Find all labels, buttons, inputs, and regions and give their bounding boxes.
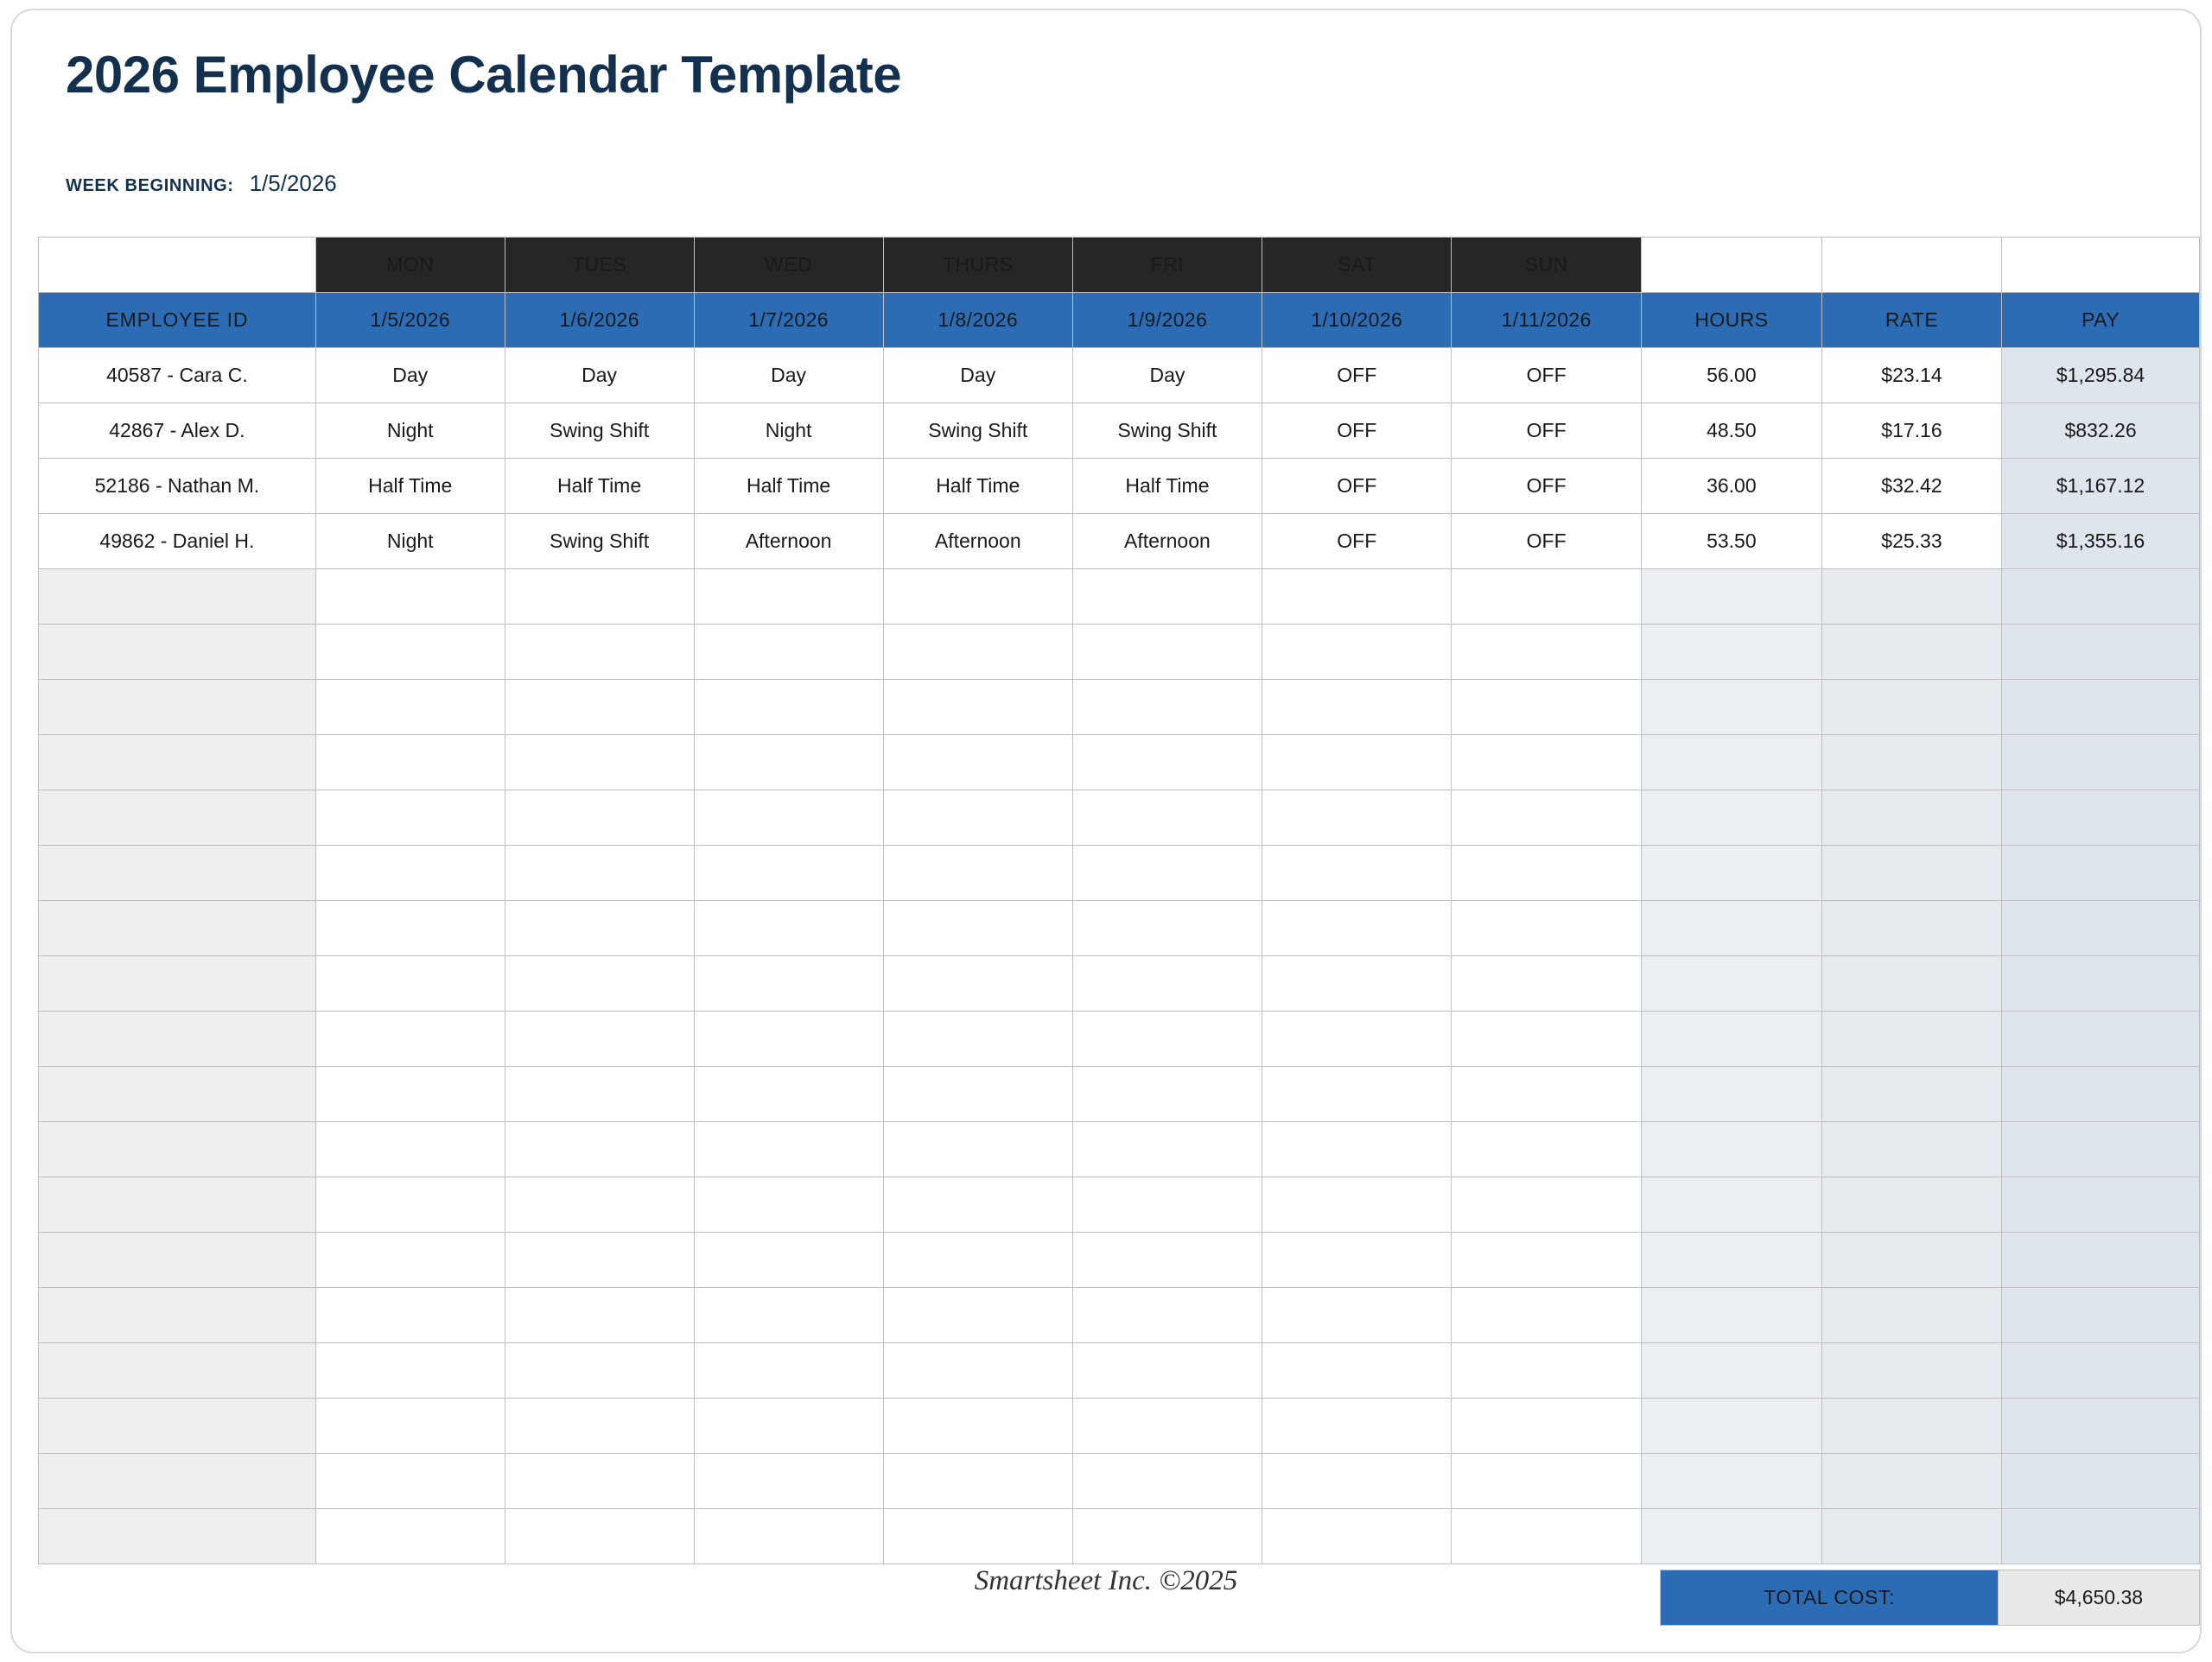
cell-shift-empty[interactable] [1262,790,1452,846]
cell-hours[interactable]: 53.50 [1641,514,1821,569]
cell-shift-empty[interactable] [1072,1122,1262,1177]
cell-shift-empty[interactable] [694,1122,883,1177]
cell-shift-empty[interactable] [315,1399,505,1454]
cell-pay: $1,295.84 [2002,348,2200,403]
cell-hours-empty[interactable] [1641,735,1821,790]
cell-shift-empty[interactable] [1072,901,1262,956]
cell-rate-empty[interactable] [1821,1509,2001,1564]
header-date-sun: 1/11/2026 [1452,293,1641,348]
header-date-tues: 1/6/2026 [505,293,694,348]
cell-hours-empty[interactable] [1641,846,1821,901]
cell-pay: $832.26 [2002,403,2200,459]
dow-spacer-rate [1821,238,2001,293]
cell-shift-empty[interactable] [505,1399,694,1454]
table-row-empty [39,1399,2200,1454]
dow-sat: SAT [1262,238,1452,293]
cell-employee-id-empty[interactable] [39,569,316,625]
cell-shift-empty[interactable] [1452,1233,1641,1288]
dow-spacer-hours [1641,238,1821,293]
cell-rate-empty[interactable] [1821,790,2001,846]
cell-employee-id-empty[interactable] [39,901,316,956]
cell-pay-empty [2002,625,2200,680]
cell-shift-empty[interactable] [883,956,1072,1012]
cell-shift-empty[interactable] [505,1343,694,1399]
cell-shift[interactable]: Night [315,514,505,569]
cell-shift-empty[interactable] [315,901,505,956]
cell-shift-empty[interactable] [694,1288,883,1343]
cell-shift-empty[interactable] [694,846,883,901]
cell-pay: $1,355.16 [2002,514,2200,569]
cell-shift-empty[interactable] [1262,1399,1452,1454]
cell-shift-empty[interactable] [694,901,883,956]
dow-thurs: THURS [883,238,1072,293]
cell-shift-empty[interactable] [883,735,1072,790]
cell-rate-empty[interactable] [1821,1067,2001,1122]
cell-shift-empty[interactable] [1072,790,1262,846]
cell-shift-empty[interactable] [694,1233,883,1288]
cell-employee-id[interactable]: 40587 - Cara C. [39,348,316,403]
cell-employee-id[interactable]: 52186 - Nathan M. [39,459,316,514]
table-row [39,459,2200,514]
cell-shift-empty[interactable] [883,680,1072,735]
cell-hours-empty[interactable] [1641,1454,1821,1509]
cell-shift[interactable]: Half Time [883,459,1072,514]
cell-employee-id-empty[interactable] [39,956,316,1012]
schedule-table [38,237,2200,1564]
cell-shift-empty[interactable] [1072,680,1262,735]
cell-shift-empty[interactable] [883,1122,1072,1177]
day-of-week-header-row [39,238,2200,293]
cell-shift[interactable]: Swing Shift [1072,403,1262,459]
cell-shift-empty[interactable] [1452,569,1641,625]
cell-employee-id-empty[interactable] [39,1122,316,1177]
cell-pay: $1,167.12 [2002,459,2200,514]
cell-pay-empty [2002,956,2200,1012]
cell-shift-empty[interactable] [694,1399,883,1454]
cell-hours-empty[interactable] [1641,1067,1821,1122]
cell-shift-empty[interactable] [1262,625,1452,680]
cell-shift-empty[interactable] [694,569,883,625]
cell-shift-empty[interactable] [694,1454,883,1509]
cell-shift-empty[interactable] [505,1067,694,1122]
cell-hours-empty[interactable] [1641,956,1821,1012]
cell-rate-empty[interactable] [1821,1012,2001,1067]
document-sheet [10,9,2202,1653]
cell-shift-empty[interactable] [505,956,694,1012]
cell-shift-empty[interactable] [1262,735,1452,790]
header-date-fri: 1/9/2026 [1072,293,1262,348]
cell-shift-empty[interactable] [883,1399,1072,1454]
cell-shift-empty[interactable] [694,790,883,846]
cell-shift-empty[interactable] [1452,1399,1641,1454]
cell-rate-empty[interactable] [1821,1233,2001,1288]
header-date-mon: 1/5/2026 [315,293,505,348]
cell-shift-empty[interactable] [1452,680,1641,735]
cell-pay-empty [2002,1177,2200,1233]
table-row-empty [39,625,2200,680]
cell-pay-empty [2002,901,2200,956]
cell-shift[interactable]: Afternoon [1072,514,1262,569]
cell-employee-id-empty[interactable] [39,1233,316,1288]
total-cost-label: TOTAL COST: [1661,1570,1998,1626]
cell-rate-empty[interactable] [1821,901,2001,956]
cell-employee-id-empty[interactable] [39,846,316,901]
cell-employee-id-empty[interactable] [39,680,316,735]
cell-shift-empty[interactable] [1452,625,1641,680]
cell-rate-empty[interactable] [1821,1288,2001,1343]
cell-shift-empty[interactable] [883,625,1072,680]
cell-pay-empty [2002,846,2200,901]
cell-hours-empty[interactable] [1641,790,1821,846]
header-employee-id: EMPLOYEE ID [39,293,316,348]
cell-hours-empty[interactable] [1641,680,1821,735]
cell-rate-empty[interactable] [1821,735,2001,790]
cell-rate-empty[interactable] [1821,569,2001,625]
cell-rate[interactable]: $32.42 [1821,459,2001,514]
column-header-row [39,293,2200,348]
cell-shift[interactable]: Half Time [315,459,505,514]
cell-pay-empty [2002,1012,2200,1067]
cell-rate-empty[interactable] [1821,625,2001,680]
cell-shift-empty[interactable] [1262,1067,1452,1122]
cell-employee-id-empty[interactable] [39,1067,316,1122]
footer-credit: Smartsheet Inc. ©2025 [974,1565,1238,1596]
cell-shift-empty[interactable] [1072,625,1262,680]
cell-pay-empty [2002,1122,2200,1177]
cell-shift-empty[interactable] [1452,1067,1641,1122]
cell-pay-empty [2002,790,2200,846]
table-row-empty [39,735,2200,790]
table-row-empty [39,1177,2200,1233]
cell-shift-empty[interactable] [1072,735,1262,790]
cell-hours[interactable]: 36.00 [1641,459,1821,514]
cell-employee-id[interactable]: 42867 - Alex D. [39,403,316,459]
cell-shift-empty[interactable] [883,1067,1072,1122]
week-beginning-value[interactable]: 1/5/2026 [249,170,337,196]
cell-rate-empty[interactable] [1821,1177,2001,1233]
week-beginning-row [66,170,337,197]
cell-pay-empty [2002,1233,2200,1288]
cell-shift-empty[interactable] [694,1177,883,1233]
table-row-empty [39,790,2200,846]
cell-shift-empty[interactable] [883,790,1072,846]
cell-pay-empty [2002,1067,2200,1122]
cell-rate-empty[interactable] [1821,1122,2001,1177]
cell-rate[interactable]: $23.14 [1821,348,2001,403]
cell-shift[interactable]: Night [694,403,883,459]
table-row-empty [39,1343,2200,1399]
cell-shift[interactable]: OFF [1262,403,1452,459]
cell-shift-empty[interactable] [315,790,505,846]
cell-shift-empty[interactable] [1262,846,1452,901]
cell-shift-empty[interactable] [505,569,694,625]
cell-employee-id-empty[interactable] [39,1288,316,1343]
cell-rate[interactable]: $25.33 [1821,514,2001,569]
header-date-sat: 1/10/2026 [1262,293,1452,348]
table-row [39,348,2200,403]
cell-shift-empty[interactable] [883,1288,1072,1343]
cell-pay-empty [2002,1399,2200,1454]
table-row [39,403,2200,459]
table-row-empty [39,1454,2200,1509]
cell-rate-empty[interactable] [1821,680,2001,735]
cell-employee-id-empty[interactable] [39,1509,316,1564]
cell-shift-empty[interactable] [505,1454,694,1509]
cell-shift-empty[interactable] [1262,1122,1452,1177]
cell-shift-empty[interactable] [315,1343,505,1399]
cell-hours-empty[interactable] [1641,1343,1821,1399]
cell-shift-empty[interactable] [1072,956,1262,1012]
cell-shift[interactable]: Day [315,348,505,403]
cell-pay-empty [2002,569,2200,625]
cell-shift-empty[interactable] [1262,901,1452,956]
table-row-empty [39,956,2200,1012]
cell-shift[interactable]: OFF [1452,403,1641,459]
cell-shift-empty[interactable] [1072,1012,1262,1067]
cell-employee-id-empty[interactable] [39,735,316,790]
cell-shift-empty[interactable] [1452,1509,1641,1564]
cell-shift-empty[interactable] [505,680,694,735]
table-row-empty [39,1233,2200,1288]
cell-shift-empty[interactable] [1262,1177,1452,1233]
cell-pay-empty [2002,1343,2200,1399]
cell-shift-empty[interactable] [1452,790,1641,846]
cell-shift-empty[interactable] [1452,1343,1641,1399]
cell-shift-empty[interactable] [315,1177,505,1233]
cell-rate-empty[interactable] [1821,846,2001,901]
cell-shift[interactable]: Swing Shift [505,403,694,459]
cell-hours-empty[interactable] [1641,1288,1821,1343]
table-row [39,514,2200,569]
cell-hours-empty[interactable] [1641,625,1821,680]
cell-shift[interactable]: OFF [1452,348,1641,403]
cell-shift[interactable]: Half Time [505,459,694,514]
cell-shift-empty[interactable] [883,1454,1072,1509]
cell-shift-empty[interactable] [1072,1067,1262,1122]
cell-shift-empty[interactable] [315,1288,505,1343]
dow-tues: TUES [505,238,694,293]
cell-hours-empty[interactable] [1641,901,1821,956]
cell-shift-empty[interactable] [1072,1177,1262,1233]
cell-shift-empty[interactable] [694,680,883,735]
cell-shift[interactable]: OFF [1262,514,1452,569]
cell-shift-empty[interactable] [505,735,694,790]
cell-shift-empty[interactable] [505,1288,694,1343]
table-row-empty [39,901,2200,956]
cell-shift-empty[interactable] [1452,1122,1641,1177]
cell-shift-empty[interactable] [694,1012,883,1067]
cell-hours-empty[interactable] [1641,1399,1821,1454]
cell-shift[interactable]: Half Time [694,459,883,514]
cell-employee-id-empty[interactable] [39,1012,316,1067]
cell-shift-empty[interactable] [505,1012,694,1067]
cell-rate-empty[interactable] [1821,1343,2001,1399]
cell-shift-empty[interactable] [1452,1177,1641,1233]
cell-shift[interactable]: Day [694,348,883,403]
cell-shift-empty[interactable] [1452,846,1641,901]
cell-shift-empty[interactable] [315,625,505,680]
table-row-empty [39,1067,2200,1122]
cell-shift-empty[interactable] [505,901,694,956]
cell-shift-empty[interactable] [883,1343,1072,1399]
cell-shift-empty[interactable] [883,569,1072,625]
cell-hours-empty[interactable] [1641,1012,1821,1067]
cell-rate[interactable]: $17.16 [1821,403,2001,459]
cell-shift-empty[interactable] [1072,1343,1262,1399]
cell-shift-empty[interactable] [694,1343,883,1399]
dow-spacer [39,238,316,293]
cell-pay-empty [2002,735,2200,790]
cell-shift-empty[interactable] [1072,569,1262,625]
cell-shift[interactable]: Day [883,348,1072,403]
cell-shift-empty[interactable] [1262,1012,1452,1067]
cell-hours-empty[interactable] [1641,1177,1821,1233]
cell-shift[interactable]: Afternoon [694,514,883,569]
table-row-empty [39,1509,2200,1564]
cell-shift-empty[interactable] [315,680,505,735]
dow-sun: SUN [1452,238,1641,293]
cell-shift-empty[interactable] [1262,1343,1452,1399]
cell-shift[interactable]: OFF [1452,514,1641,569]
cell-shift-empty[interactable] [1262,1233,1452,1288]
cell-shift-empty[interactable] [505,625,694,680]
cell-shift-empty[interactable] [694,1509,883,1564]
page-title: 2026 Employee Calendar Template [66,46,902,104]
table-row-empty [39,1288,2200,1343]
header-date-wed: 1/7/2026 [694,293,883,348]
header-hours: HOURS [1641,293,1821,348]
dow-fri: FRI [1072,238,1262,293]
cell-employee-id-empty[interactable] [39,1399,316,1454]
cell-shift-empty[interactable] [315,1454,505,1509]
cell-employee-id-empty[interactable] [39,625,316,680]
cell-shift-empty[interactable] [315,569,505,625]
total-cost-value: $4,650.38 [1998,1570,2199,1626]
cell-employee-id-empty[interactable] [39,1343,316,1399]
cell-shift-empty[interactable] [1452,1012,1641,1067]
cell-shift-empty[interactable] [694,625,883,680]
table-row-empty [39,1122,2200,1177]
cell-shift-empty[interactable] [1452,901,1641,956]
cell-shift-empty[interactable] [1072,1454,1262,1509]
cell-shift-empty[interactable] [1262,1454,1452,1509]
cell-shift-empty[interactable] [505,1233,694,1288]
cell-shift-empty[interactable] [883,901,1072,956]
cell-shift-empty[interactable] [883,1509,1072,1564]
cell-shift-empty[interactable] [883,1012,1072,1067]
cell-shift-empty[interactable] [315,1122,505,1177]
cell-shift-empty[interactable] [315,735,505,790]
cell-shift-empty[interactable] [1452,1288,1641,1343]
cell-hours-empty[interactable] [1641,1233,1821,1288]
cell-shift-empty[interactable] [505,846,694,901]
cell-shift-empty[interactable] [1072,1509,1262,1564]
cell-shift-empty[interactable] [1262,569,1452,625]
cell-rate-empty[interactable] [1821,956,2001,1012]
dow-mon: MON [315,238,505,293]
cell-shift-empty[interactable] [1452,956,1641,1012]
cell-hours[interactable]: 56.00 [1641,348,1821,403]
cell-hours[interactable]: 48.50 [1641,403,1821,459]
dow-wed: WED [694,238,883,293]
cell-shift-empty[interactable] [505,1177,694,1233]
cell-shift-empty[interactable] [1072,846,1262,901]
cell-shift-empty[interactable] [505,790,694,846]
cell-hours-empty[interactable] [1641,1509,1821,1564]
cell-employee-id-empty[interactable] [39,1177,316,1233]
cell-shift-empty[interactable] [694,956,883,1012]
cell-shift[interactable]: OFF [1262,459,1452,514]
cell-shift-empty[interactable] [1262,680,1452,735]
header-pay: PAY [2002,293,2200,348]
cell-shift-empty[interactable] [505,1509,694,1564]
cell-shift-empty[interactable] [315,1509,505,1564]
cell-shift-empty[interactable] [883,1177,1072,1233]
cell-pay-empty [2002,1454,2200,1509]
table-row-empty [39,569,2200,625]
cell-hours-empty[interactable] [1641,1122,1821,1177]
cell-shift-empty[interactable] [883,1233,1072,1288]
cell-shift[interactable]: Half Time [1072,459,1262,514]
cell-shift[interactable]: Swing Shift [883,403,1072,459]
cell-pay-empty [2002,680,2200,735]
cell-pay-empty [2002,1509,2200,1564]
cell-shift-empty[interactable] [315,1233,505,1288]
cell-shift[interactable]: OFF [1262,348,1452,403]
cell-shift-empty[interactable] [315,956,505,1012]
header-rate: RATE [1821,293,2001,348]
cell-shift[interactable]: Night [315,403,505,459]
cell-shift-empty[interactable] [1072,1399,1262,1454]
cell-shift-empty[interactable] [694,1067,883,1122]
cell-employee-id-empty[interactable] [39,1454,316,1509]
cell-shift-empty[interactable] [1262,1288,1452,1343]
cell-employee-id[interactable]: 49862 - Daniel H. [39,514,316,569]
cell-rate-empty[interactable] [1821,1454,2001,1509]
cell-shift-empty[interactable] [1072,1288,1262,1343]
cell-shift-empty[interactable] [1452,1454,1641,1509]
dow-spacer-pay [2002,238,2200,293]
cell-shift[interactable]: Swing Shift [505,514,694,569]
table-row-empty [39,1012,2200,1067]
cell-shift[interactable]: Afternoon [883,514,1072,569]
week-beginning-label: WEEK BEGINNING: [66,176,234,195]
cell-employee-id-empty[interactable] [39,790,316,846]
cell-rate-empty[interactable] [1821,1399,2001,1454]
cell-shift-empty[interactable] [1262,1509,1452,1564]
table-row-empty [39,680,2200,735]
cell-hours-empty[interactable] [1641,569,1821,625]
cell-shift[interactable]: Day [505,348,694,403]
cell-shift-empty[interactable] [505,1122,694,1177]
cell-shift[interactable]: OFF [1452,459,1641,514]
header-date-thurs: 1/8/2026 [883,293,1072,348]
table-row-empty [39,846,2200,901]
cell-shift-empty[interactable] [315,1067,505,1122]
cell-shift-empty[interactable] [1262,956,1452,1012]
cell-shift-empty[interactable] [315,1012,505,1067]
cell-pay-empty [2002,1288,2200,1343]
cell-shift-empty[interactable] [1072,1233,1262,1288]
cell-shift-empty[interactable] [883,846,1072,901]
cell-shift-empty[interactable] [1452,735,1641,790]
cell-shift-empty[interactable] [315,846,505,901]
cell-shift[interactable]: Day [1072,348,1262,403]
cell-shift-empty[interactable] [694,735,883,790]
